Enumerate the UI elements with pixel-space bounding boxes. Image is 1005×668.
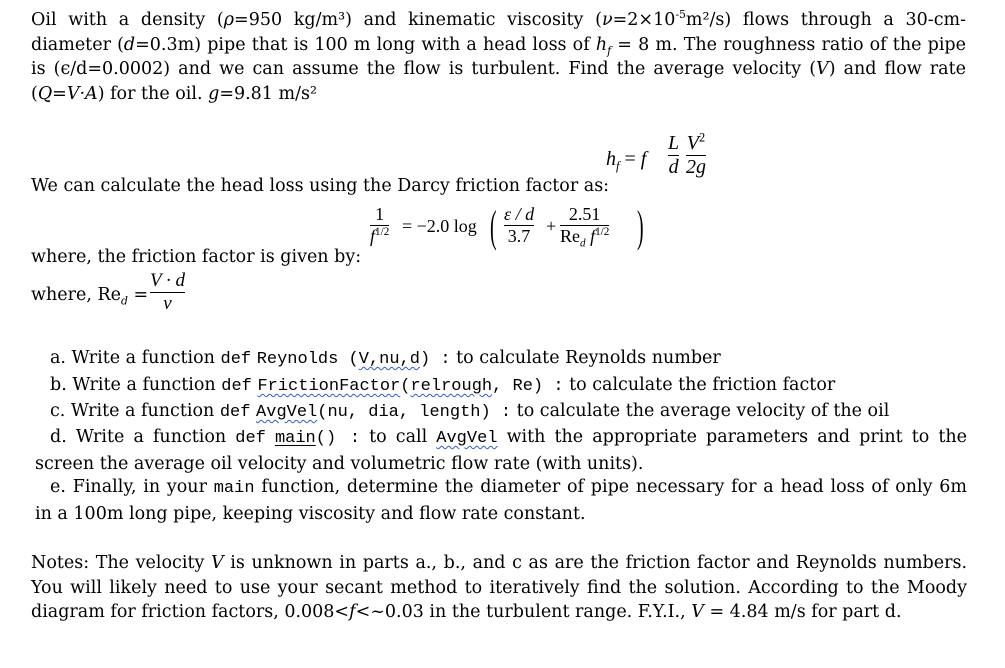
- eps-over-d-frac: ε / d 3.7: [504, 204, 535, 246]
- reynolds-frac: V · d ν: [150, 270, 186, 314]
- reynolds-intro: where, $Re_d$ =: [31, 285, 149, 308]
- two-five-one-frac: 2.51 $Re_d$ $f^{1/2}$: [560, 204, 610, 250]
- task-a: a. Write a function def Reynolds (V,nu,d) : to calculate Reynolds number: [50, 348, 721, 369]
- task-d: d. Write a function def main() : to call AvgVel with the appropriate parameters and print to the screen the average oil velocity and volumetric flow rate (with units).: [35, 427, 967, 474]
- one-over-f-half: 1 $f^{1/2}$: [370, 204, 390, 246]
- notes: Notes: The velocity V is unknown in parts a., b., and c as are the friction factor and Reynolds numbers. You will likely need to use your secant method to iteratively find the solution. According to the Moody diagram for friction factors, 0.008<f<~0.03 in the turbulent range. F.Y.I., V = 4.84 m/s for part d.: [31, 553, 968, 623]
- darcy-frac-L-over-d: L d: [668, 132, 680, 178]
- left-paren: (: [490, 202, 497, 251]
- task-b: b. Write a function def FrictionFactor(relrough, Re) : to calculate the friction factor: [50, 375, 836, 396]
- task-c: c. Write a function def AvgVel(nu, dia, length) : to calculate the average velocity of the oil: [50, 401, 890, 422]
- task-e: e. Finally, in your main function, determine the diameter of pipe necessary for a head loss of only 6m in a 100m long pipe, keeping viscosity and flow rate constant.: [35, 477, 968, 524]
- darcy-frac-V2-over-2g: $V^2$ 2g: [686, 130, 706, 178]
- friction-intro: where, the friction factor is given by:: [31, 247, 362, 267]
- darcy-intro: We can calculate the head loss using the Darcy friction factor as:: [31, 176, 610, 196]
- hf-symbol: h: [606, 148, 616, 170]
- problem-statement: Oil with a density (ρ=950 kg/m³) and kinematic viscosity $(\nu=2\times 10^{-5}m^2/s)$ flows through a 30-cm-diameter (d=0.3m) pipe that is 100 m long with a head loss of $h_f = 8$ m. The roughness ratio of the pipe is (ϵ/d=0.0002) and we can assume the flow is turbulent. Find the average velocity (V) and flow rate (Q=V·A) for the oil. g=9.81 m/s²: [31, 8, 966, 105]
- right-paren: ): [637, 202, 644, 251]
